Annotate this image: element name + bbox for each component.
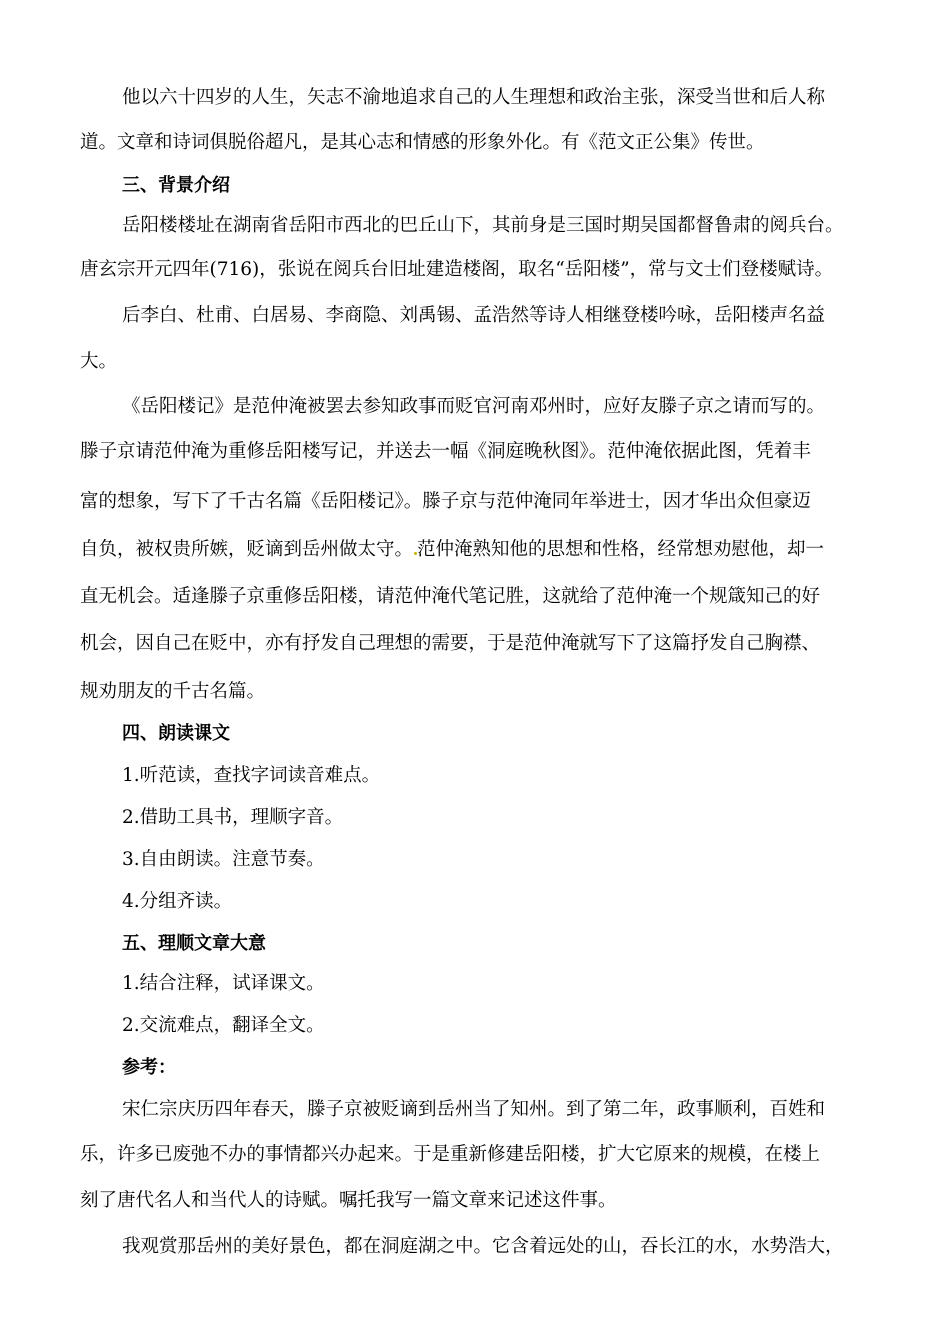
line-part: 范仲淹熟知他的思想和性格，经常想劝慰他，却一 bbox=[417, 539, 825, 560]
section-heading: 三、背景介绍 bbox=[122, 175, 230, 196]
paragraph-line: 唐玄宗开元四年(716)，张说在阅兵台旧址建造楼阁，取名“岳阳楼”，常与文士们登楼赋诗。 bbox=[80, 259, 834, 280]
paragraph-line: 机会，因自己在贬中，亦有抒发自己理想的需要，于是范仲淹就写下了这篇抒发自己胸襟、 bbox=[80, 633, 821, 654]
paragraph-line: 后李白、杜甫、白居易、李商隐、刘禹锡、孟浩然等诗人相继登楼吟咏，岳阳楼声名益 bbox=[122, 305, 826, 326]
paragraph-line: 道。文章和诗词俱脱俗超凡，是其心志和情感的形象外化。有《范文正公集》传世。 bbox=[80, 132, 765, 153]
paragraph-line: 滕子京请范仲淹为重修岳阳楼写记，并送去一幅《洞庭晚秋图》。范仲淹依据此图，凭着丰 bbox=[80, 441, 811, 462]
paragraph-line: 乐，许多已废弛不办的事情都兴办起来。于是重新修建岳阳楼，扩大它原来的规模，在楼上 bbox=[80, 1144, 821, 1165]
paragraph-line: 富的想象，写下了千古名篇《岳阳楼记》。滕子京与范仲淹同年举进士，因才华出众但豪迈 bbox=[80, 491, 811, 512]
section-heading: 四、朗读课文 bbox=[122, 723, 230, 744]
paragraph-line: 我观赏那岳州的美好景色，都在洞庭湖之中。它含着远处的山，吞长江的水，水势浩大， bbox=[122, 1236, 844, 1257]
paragraph-line: 大。 bbox=[80, 351, 118, 372]
paragraph-line bbox=[80, 538, 824, 562]
line-part: 自负，被权贵所嫉，贬谪到岳州做太守。 bbox=[80, 539, 414, 560]
paragraph-line: 规劝朋友的千古名篇。 bbox=[80, 681, 266, 702]
list-item: 3.自由朗读。注意节奏。 bbox=[122, 849, 325, 870]
list-item: 1.结合注释，试译课文。 bbox=[122, 973, 325, 994]
paragraph-line: 宋仁宗庆历四年春天，滕子京被贬谪到岳州当了知州。到了第二年，政事顺利，百姓和 bbox=[122, 1099, 826, 1120]
reference-heading: 参考： bbox=[122, 1057, 176, 1078]
list-item: 4.分组齐读。 bbox=[122, 891, 233, 912]
paragraph-line: 直无机会。适逢滕子京重修岳阳楼，请范仲淹代笔记胜，这就给了范仲淹一个规箴知己的好 bbox=[80, 586, 821, 607]
list-item: 1.听范读，查找字词读音难点。 bbox=[122, 765, 381, 786]
list-item: 2.借助工具书，理顺字音。 bbox=[122, 807, 344, 828]
paragraph-line: 《岳阳楼记》是范仲淹被罢去参知政事而贬官河南邓州时，应好友滕子京之请而写的。 bbox=[122, 396, 826, 417]
section-heading: 五、理顺文章大意 bbox=[122, 933, 266, 954]
paragraph-line: 岳阳楼楼址在湖南省岳阳市西北的巴丘山下，其前身是三国时期吴国都督鲁肃的阅兵台。 bbox=[122, 215, 844, 236]
paragraph-line: 他以六十四岁的人生，矢志不渝地追求自己的人生理想和政治主张，深受当世和后人称 bbox=[122, 87, 826, 108]
list-item: 2.交流难点，翻译全文。 bbox=[122, 1015, 325, 1036]
paragraph-line: 刻了唐代名人和当代人的诗赋。嘱托我写一篇文章来记述这件事。 bbox=[80, 1190, 617, 1211]
